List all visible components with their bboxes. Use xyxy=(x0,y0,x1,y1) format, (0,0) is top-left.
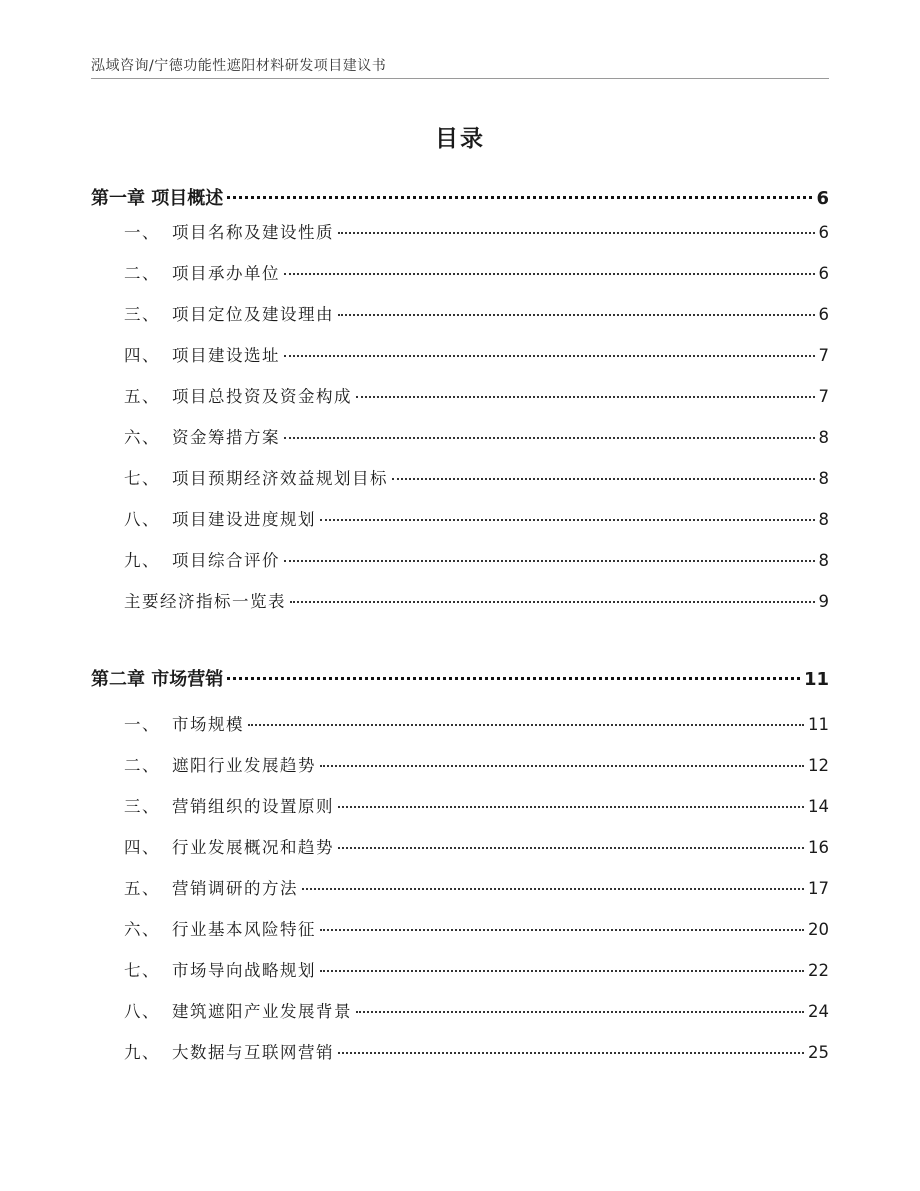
page-number: 6 xyxy=(818,264,829,283)
page-number: 6 xyxy=(818,305,829,324)
dot-leader xyxy=(227,196,812,199)
section-title: 项目承办单位 xyxy=(172,264,280,283)
page-number: 22 xyxy=(808,961,829,980)
chapter-title: 第二章 市场营销 xyxy=(91,669,224,690)
page-number: 7 xyxy=(818,387,829,406)
dot-leader xyxy=(338,232,815,234)
chapter-title: 第一章 项目概述 xyxy=(91,188,224,209)
page-number: 16 xyxy=(808,838,829,857)
toc-title: 目录 xyxy=(435,126,485,152)
header-divider xyxy=(91,78,829,79)
toc-chapter-1[interactable] xyxy=(91,184,829,210)
section-number: 五、 xyxy=(124,879,160,898)
section-number: 六、 xyxy=(124,428,160,447)
section-number: 九、 xyxy=(124,1043,160,1062)
page-number: 6 xyxy=(816,188,829,209)
dot-leader xyxy=(338,314,815,316)
page-number: 6 xyxy=(818,223,829,242)
toc-entry[interactable] xyxy=(124,588,829,612)
section-number: 一、 xyxy=(124,223,160,242)
toc-entry[interactable] xyxy=(124,547,829,571)
section-title: 资金筹措方案 xyxy=(172,428,280,447)
section-title: 市场导向战略规划 xyxy=(172,961,316,980)
section-number: 八、 xyxy=(124,1002,160,1021)
toc-entry[interactable] xyxy=(124,957,829,981)
dot-leader xyxy=(284,560,815,562)
page-number: 8 xyxy=(818,428,829,447)
section-number: 三、 xyxy=(124,305,160,324)
section-title: 项目名称及建设性质 xyxy=(172,223,334,242)
dot-leader xyxy=(320,765,804,767)
page-number: 20 xyxy=(808,920,829,939)
page-number: 14 xyxy=(808,797,829,816)
section-number: 七、 xyxy=(124,961,160,980)
section-number: 二、 xyxy=(124,756,160,775)
section-number: 四、 xyxy=(124,346,160,365)
page-number: 8 xyxy=(818,551,829,570)
toc-entry[interactable] xyxy=(124,752,829,776)
dot-leader xyxy=(338,847,804,849)
section-number: 八、 xyxy=(124,510,160,529)
dot-leader xyxy=(356,396,815,398)
section-title: 主要经济指标一览表 xyxy=(124,592,286,611)
section-title: 项目综合评价 xyxy=(172,551,280,570)
page-number: 8 xyxy=(818,469,829,488)
section-number: 三、 xyxy=(124,797,160,816)
dot-leader xyxy=(290,601,815,603)
toc-entry[interactable] xyxy=(124,711,829,735)
page-number: 25 xyxy=(808,1043,829,1062)
toc-entry[interactable] xyxy=(124,424,829,448)
dot-leader xyxy=(284,437,815,439)
section-number: 七、 xyxy=(124,469,160,488)
dot-leader xyxy=(356,1011,804,1013)
toc-entry[interactable] xyxy=(124,1039,829,1063)
section-title: 项目建设选址 xyxy=(172,346,280,365)
section-number: 五、 xyxy=(124,387,160,406)
section-number: 一、 xyxy=(124,715,160,734)
dot-leader xyxy=(320,970,804,972)
toc-entry[interactable] xyxy=(124,793,829,817)
section-title: 项目总投资及资金构成 xyxy=(172,387,352,406)
section-title: 行业基本风险特征 xyxy=(172,920,316,939)
toc-chapter-2[interactable] xyxy=(91,665,829,691)
section-title: 营销组织的设置原则 xyxy=(172,797,334,816)
dot-leader xyxy=(392,478,815,480)
section-title: 遮阳行业发展趋势 xyxy=(172,756,316,775)
toc-entry[interactable] xyxy=(124,465,829,489)
dot-leader xyxy=(302,888,804,890)
section-number: 四、 xyxy=(124,838,160,857)
dot-leader xyxy=(338,806,804,808)
section-title: 建筑遮阳产业发展背景 xyxy=(172,1002,352,1021)
page-number: 24 xyxy=(808,1002,829,1021)
section-title: 项目预期经济效益规划目标 xyxy=(172,469,388,488)
toc-entry[interactable] xyxy=(124,301,829,325)
section-title: 市场规模 xyxy=(172,715,244,734)
dot-leader xyxy=(227,677,800,680)
running-header: 泓域咨询/宁德功能性遮阳材料研发项目建议书 xyxy=(91,58,387,74)
dot-leader xyxy=(284,355,815,357)
toc-entry[interactable] xyxy=(124,219,829,243)
dot-leader xyxy=(320,929,804,931)
section-number: 六、 xyxy=(124,920,160,939)
page-number: 7 xyxy=(818,346,829,365)
section-title: 大数据与互联网营销 xyxy=(172,1043,334,1062)
page-number: 11 xyxy=(808,715,829,734)
section-title: 行业发展概况和趋势 xyxy=(172,838,334,857)
section-title: 营销调研的方法 xyxy=(172,879,298,898)
section-number: 九、 xyxy=(124,551,160,570)
toc-entry[interactable] xyxy=(124,506,829,530)
page-number: 9 xyxy=(818,592,829,611)
toc-entry[interactable] xyxy=(124,998,829,1022)
section-title: 项目定位及建设理由 xyxy=(172,305,334,324)
dot-leader xyxy=(338,1052,804,1054)
toc-entry[interactable] xyxy=(124,875,829,899)
toc-entry[interactable] xyxy=(124,916,829,940)
toc-entry[interactable] xyxy=(124,260,829,284)
dot-leader xyxy=(320,519,815,521)
page-number: 11 xyxy=(803,669,829,690)
toc-entry[interactable] xyxy=(124,834,829,858)
section-title: 项目建设进度规划 xyxy=(172,510,316,529)
dot-leader xyxy=(248,724,804,726)
dot-leader xyxy=(284,273,815,275)
page-number: 17 xyxy=(808,879,829,898)
toc-entry[interactable] xyxy=(124,342,829,366)
toc-entry[interactable] xyxy=(124,383,829,407)
page-number: 8 xyxy=(818,510,829,529)
section-number: 二、 xyxy=(124,264,160,283)
page-number: 12 xyxy=(808,756,829,775)
